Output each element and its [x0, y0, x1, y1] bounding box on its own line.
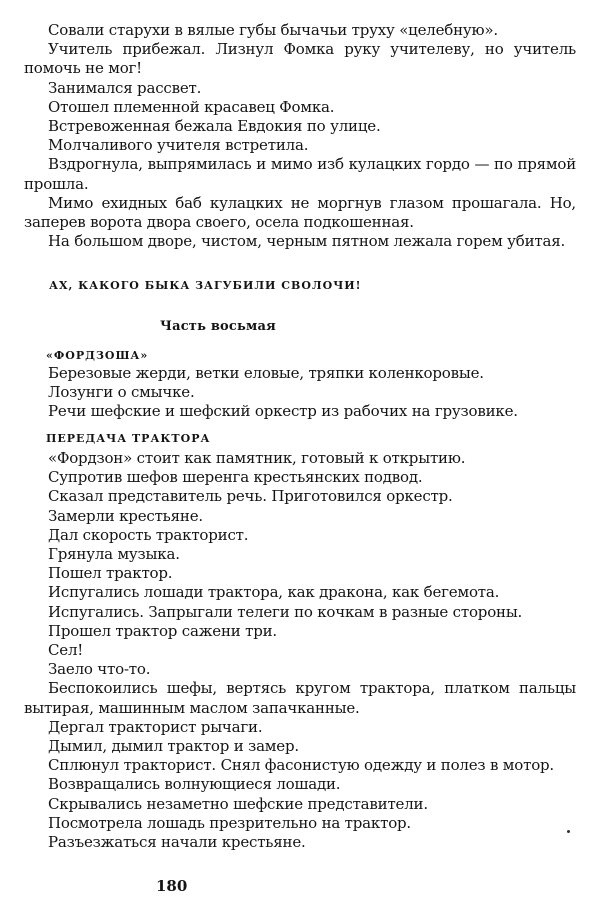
paragraph: «Фордзон» стоит как памятник, готовый к открытию. — [48, 449, 466, 467]
paragraph: Дымил, дымил трактор и замер. — [48, 737, 299, 756]
paragraph: Беспокоились шефы, вертясь кругом трактора, платком пальцы вытирая, машинным маслом запачканные. — [24, 679, 576, 717]
paragraph: Пошел трактор. — [48, 564, 173, 583]
paragraph: Совали старухи в вялые губы бычачьи труху «целебную». — [48, 21, 498, 39]
top-text-block — [24, 21, 576, 251]
section-heading-fordzosha: «ФОРДЗОША» — [46, 349, 149, 362]
paragraph: Скрывались незаметно шефские представители. — [48, 794, 428, 813]
paragraph: Вздрогнула, выпрямилась и мимо изб кулацких гордо — по прямой прошла. — [24, 155, 576, 193]
paragraph: Сел! — [48, 641, 84, 660]
paragraph: Сказал представитель речь. Приготовился оркестр. — [48, 487, 453, 506]
part-heading: Часть восьмая — [160, 319, 276, 334]
paragraph: Дергал тракторист рычаги. — [48, 717, 263, 736]
paragraph: Речи шефские и шефский оркестр из рабочих на грузовике. — [48, 402, 518, 421]
paragraph: Мимо ехидных баб кулацких не моргнув глазом прошагала. Но, заперев ворота двора своего, осела подкошенная. — [24, 193, 576, 232]
paragraph: Грянула музыка. — [48, 545, 180, 564]
fordzosha-text-block — [24, 364, 576, 422]
paragraph: Молчаливого учителя встретила. — [48, 136, 309, 155]
paragraph: Березовые жерди, ветки еловые, тряпки коленкоровые. — [48, 364, 484, 382]
print-speck — [567, 830, 570, 833]
page-number: 180 — [156, 877, 188, 895]
paragraph: Лозунги о смычке. — [48, 383, 195, 402]
paragraph: Замерли крестьяне. — [48, 506, 203, 525]
paragraph: Отошел племенной красавец Фомка. — [48, 97, 335, 116]
paragraph: Супротив шефов шеренга крестьянских подвод. — [48, 468, 423, 487]
paragraph: Испугались. Запрыгали телеги по кочкам в разные стороны. — [48, 602, 523, 621]
paragraph: Встревоженная бежала Евдокия по улице. — [48, 117, 381, 136]
shout-heading: АХ, КАКОГО БЫКА ЗАГУБИЛИ СВОЛОЧИ! — [49, 279, 362, 292]
paragraph: Учитель прибежал. Лизнул Фомка руку учителеву, но учитель помочь не мог! — [24, 40, 576, 78]
peredacha-text-block — [24, 449, 576, 852]
paragraph: Возвращались волнующиеся лошади. — [48, 775, 341, 794]
paragraph: Занимался рассвет. — [48, 78, 202, 97]
paragraph: На большом дворе, чистом, черным пятном лежала горем убитая. — [48, 232, 566, 251]
paragraph: Заело что-то. — [48, 660, 151, 679]
paragraph: Разъезжаться начали крестьяне. — [48, 833, 306, 852]
paragraph: Посмотрела лошадь презрительно на трактор. — [48, 813, 411, 832]
paragraph: Прошел трактор сажени три. — [48, 621, 277, 640]
paragraph: Дал скорость тракторист. — [48, 525, 249, 544]
paragraph: Сплюнул тракторист. Снял фасонистую одежду и полез в мотор. — [48, 756, 554, 775]
section-heading-peredacha: ПЕРЕДАЧА ТРАКТОРА — [46, 432, 211, 445]
paragraph: Испугались лошади трактора, как дракона, как бегемота. — [48, 583, 500, 602]
